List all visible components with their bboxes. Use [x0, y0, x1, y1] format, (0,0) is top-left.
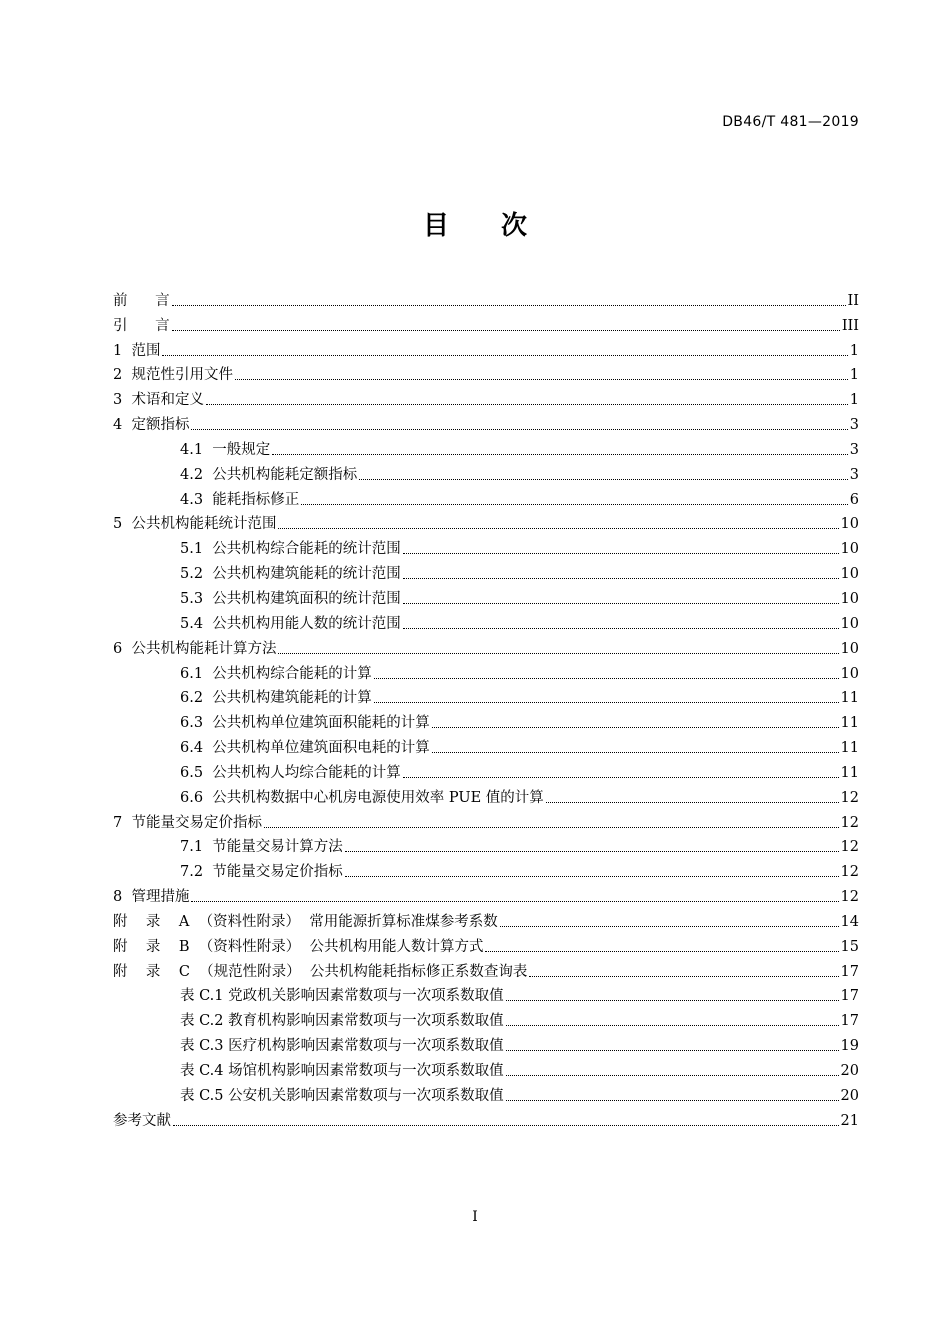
toc-dot-leader [500, 926, 839, 927]
toc-entry[interactable] [113, 732, 859, 757]
page-title-part2: 次 [501, 211, 528, 241]
toc-entry-label: 6 公共机构能耗计算方法 [113, 640, 277, 657]
toc-entry-label: 4.3 能耗指标修正 [180, 491, 300, 508]
toc-entry[interactable] [113, 683, 859, 708]
toc-entry-label: 6.4 公共机构单位建筑面积电耗的计算 [180, 740, 430, 757]
toc-entry-page: 10 [840, 665, 859, 682]
toc-entry[interactable] [113, 1105, 859, 1130]
toc-dot-leader [272, 454, 847, 455]
page-title-part1: 目 [422, 211, 449, 241]
toc-entry-page: 12 [840, 789, 859, 806]
toc-entry[interactable] [113, 931, 859, 956]
toc-dot-leader [506, 1050, 839, 1051]
toc-dot-leader [546, 802, 839, 803]
toc-entry[interactable] [113, 608, 859, 633]
standard-code: DB46/T 481—2019 [722, 114, 859, 130]
toc-dot-leader [506, 1100, 839, 1101]
toc-entry-label: 前 言 [113, 292, 170, 309]
toc-dot-leader [403, 628, 839, 629]
toc-entry-label: 参考文献 [113, 1112, 171, 1129]
toc-entry-label: 7.2 节能量交易定价指标 [180, 864, 343, 881]
toc-entry-page: 10 [840, 541, 859, 558]
toc-dot-leader [278, 528, 838, 529]
toc-dot-leader [403, 553, 839, 554]
toc-entry-label: 1 范围 [113, 342, 161, 359]
toc-entry-page: 1 [849, 367, 859, 384]
toc-entry[interactable] [113, 360, 859, 385]
toc-entry-label: 附 录 A （资料性附录） 常用能源折算标准煤参考系数 [113, 913, 498, 930]
toc-entry-page: 17 [840, 963, 859, 980]
toc-entry-label: 5 公共机构能耗统计范围 [113, 516, 277, 533]
toc-entry-label: 5.3 公共机构建筑面积的统计范围 [180, 590, 401, 607]
toc-entry-page: 12 [840, 889, 859, 906]
toc-entry[interactable] [113, 509, 859, 534]
toc-dot-leader [191, 429, 847, 430]
toc-dot-leader [172, 330, 840, 331]
toc-entry-page: 1 [849, 342, 859, 359]
toc-entry[interactable] [113, 558, 859, 583]
toc-entry[interactable] [113, 807, 859, 832]
toc-entry-label: 3 术语和定义 [113, 392, 204, 409]
toc-entry[interactable] [113, 459, 859, 484]
toc-entry[interactable] [113, 906, 859, 931]
toc-entry-page: 12 [840, 814, 859, 831]
toc-entry-label: 4 定额指标 [113, 417, 190, 434]
toc-entry-page: II [847, 292, 859, 309]
toc-dot-leader [301, 504, 847, 505]
toc-entry[interactable] [113, 757, 859, 782]
toc-entry-label: 6.5 公共机构人均综合能耗的计算 [180, 764, 401, 781]
toc-entry-page: 11 [840, 690, 859, 707]
toc-entry[interactable] [113, 484, 859, 509]
toc-dot-leader [432, 727, 839, 728]
toc-entry-label: 6.1 公共机构综合能耗的计算 [180, 665, 372, 682]
toc-entry-page: 15 [840, 938, 859, 955]
toc-entry[interactable] [113, 1080, 859, 1105]
toc-entry-label: 5.1 公共机构综合能耗的统计范围 [180, 541, 401, 558]
toc-entry-page: 11 [840, 715, 859, 732]
toc-entry-label: 7.1 节能量交易计算方法 [180, 839, 343, 856]
toc-dot-leader [173, 1125, 839, 1126]
toc-entry[interactable] [113, 434, 859, 459]
toc-dot-leader [345, 876, 839, 877]
toc-dot-leader [403, 777, 839, 778]
toc-entry-page: 14 [840, 913, 859, 930]
toc-entry-page: 17 [840, 1013, 859, 1030]
toc-entry-page: 10 [840, 516, 859, 533]
toc-entry-label: 附 录 C （规范性附录） 公共机构能耗指标修正系数查询表 [113, 963, 528, 980]
toc-entry-page: III [841, 317, 859, 334]
toc-dot-leader [506, 1075, 839, 1076]
toc-entry[interactable] [113, 335, 859, 360]
toc-entry-label: 2 规范性引用文件 [113, 367, 233, 384]
toc-entry[interactable] [113, 409, 859, 434]
toc-entry-label: 表 C.2 教育机构影响因素常数项与一次项系数取值 [180, 1013, 504, 1030]
table-of-contents [113, 285, 859, 1130]
toc-entry-page: 10 [840, 640, 859, 657]
toc-entry-label: 4.1 一般规定 [180, 441, 271, 458]
toc-dot-leader [485, 951, 838, 952]
toc-entry-label: 7 节能量交易定价指标 [113, 814, 262, 831]
toc-entry-label: 表 C.5 公安机关影响因素常数项与一次项系数取值 [180, 1087, 504, 1104]
toc-entry-page: 3 [849, 466, 859, 483]
toc-dot-leader [206, 404, 848, 405]
toc-entry-page: 10 [840, 615, 859, 632]
toc-entry[interactable] [113, 633, 859, 658]
toc-entry[interactable] [113, 881, 859, 906]
toc-entry-page: 19 [840, 1038, 859, 1055]
toc-dot-leader [432, 752, 839, 753]
toc-entry-page: 6 [849, 491, 859, 508]
toc-entry-page: 11 [840, 764, 859, 781]
toc-entry[interactable] [113, 285, 859, 310]
toc-dot-leader [162, 355, 847, 356]
toc-entry-page: 11 [840, 740, 859, 757]
toc-dot-leader [191, 901, 838, 902]
toc-dot-leader [264, 827, 839, 828]
toc-entry-page: 1 [849, 392, 859, 409]
toc-dot-leader [345, 851, 839, 852]
toc-entry-label: 4.2 公共机构能耗定额指标 [180, 466, 358, 483]
toc-entry-page: 10 [840, 590, 859, 607]
page-title [0, 205, 950, 242]
toc-dot-leader [278, 653, 838, 654]
toc-entry-page: 17 [840, 988, 859, 1005]
toc-entry-label: 5.4 公共机构用能人数的统计范围 [180, 615, 401, 632]
toc-entry-label: 表 C.4 场馆机构影响因素常数项与一次项系数取值 [180, 1063, 504, 1079]
toc-dot-leader [374, 702, 839, 703]
toc-entry-label: 6.6 公共机构数据中心机房电源使用效率 PUE 值的计算 [180, 789, 544, 806]
toc-entry[interactable] [113, 981, 859, 1006]
toc-entry[interactable] [113, 856, 859, 881]
toc-entry[interactable] [113, 583, 859, 608]
toc-entry[interactable] [113, 1055, 859, 1080]
toc-entry[interactable] [113, 956, 859, 981]
toc-entry-label: 表 C.1 党政机关影响因素常数项与一次项系数取值 [180, 988, 504, 1005]
toc-entry-page: 3 [849, 417, 859, 434]
toc-dot-leader [506, 1000, 839, 1001]
toc-entry-label: 5.2 公共机构建筑能耗的统计范围 [180, 566, 401, 583]
toc-entry[interactable] [113, 310, 859, 335]
page-number: I [472, 1209, 478, 1225]
toc-dot-leader [506, 1025, 839, 1026]
toc-entry[interactable] [113, 782, 859, 807]
toc-entry[interactable] [113, 707, 859, 732]
toc-entry-label: 附 录 B （资料性附录） 公共机构用能人数计算方式 [113, 938, 484, 955]
toc-dot-leader [172, 305, 846, 306]
toc-entry-page: 3 [849, 441, 859, 458]
toc-entry-label: 6.2 公共机构建筑能耗的计算 [180, 690, 372, 707]
toc-entry-label: 表 C.3 医疗机构影响因素常数项与一次项系数取值 [180, 1038, 504, 1055]
toc-entry[interactable] [113, 1030, 859, 1055]
toc-entry-label: 8 管理措施 [113, 889, 190, 906]
toc-entry-page: 20 [840, 1063, 859, 1079]
toc-entry-page: 21 [840, 1112, 859, 1129]
toc-dot-leader [374, 678, 839, 679]
toc-entry[interactable] [113, 1005, 859, 1030]
toc-dot-leader [403, 578, 839, 579]
toc-dot-leader [359, 479, 847, 480]
toc-entry[interactable] [113, 658, 859, 683]
toc-entry[interactable] [113, 533, 859, 558]
toc-entry[interactable] [113, 832, 859, 857]
toc-dot-leader [529, 976, 838, 977]
toc-entry-page: 20 [840, 1087, 859, 1104]
toc-entry-page: 12 [840, 839, 859, 856]
toc-entry-page: 12 [840, 864, 859, 881]
toc-entry-label: 6.3 公共机构单位建筑面积能耗的计算 [180, 715, 430, 732]
toc-dot-leader [235, 379, 848, 380]
toc-entry[interactable] [113, 384, 859, 409]
toc-entry-label: 引 言 [113, 317, 170, 334]
toc-entry-page: 10 [840, 566, 859, 583]
toc-dot-leader [403, 603, 839, 604]
